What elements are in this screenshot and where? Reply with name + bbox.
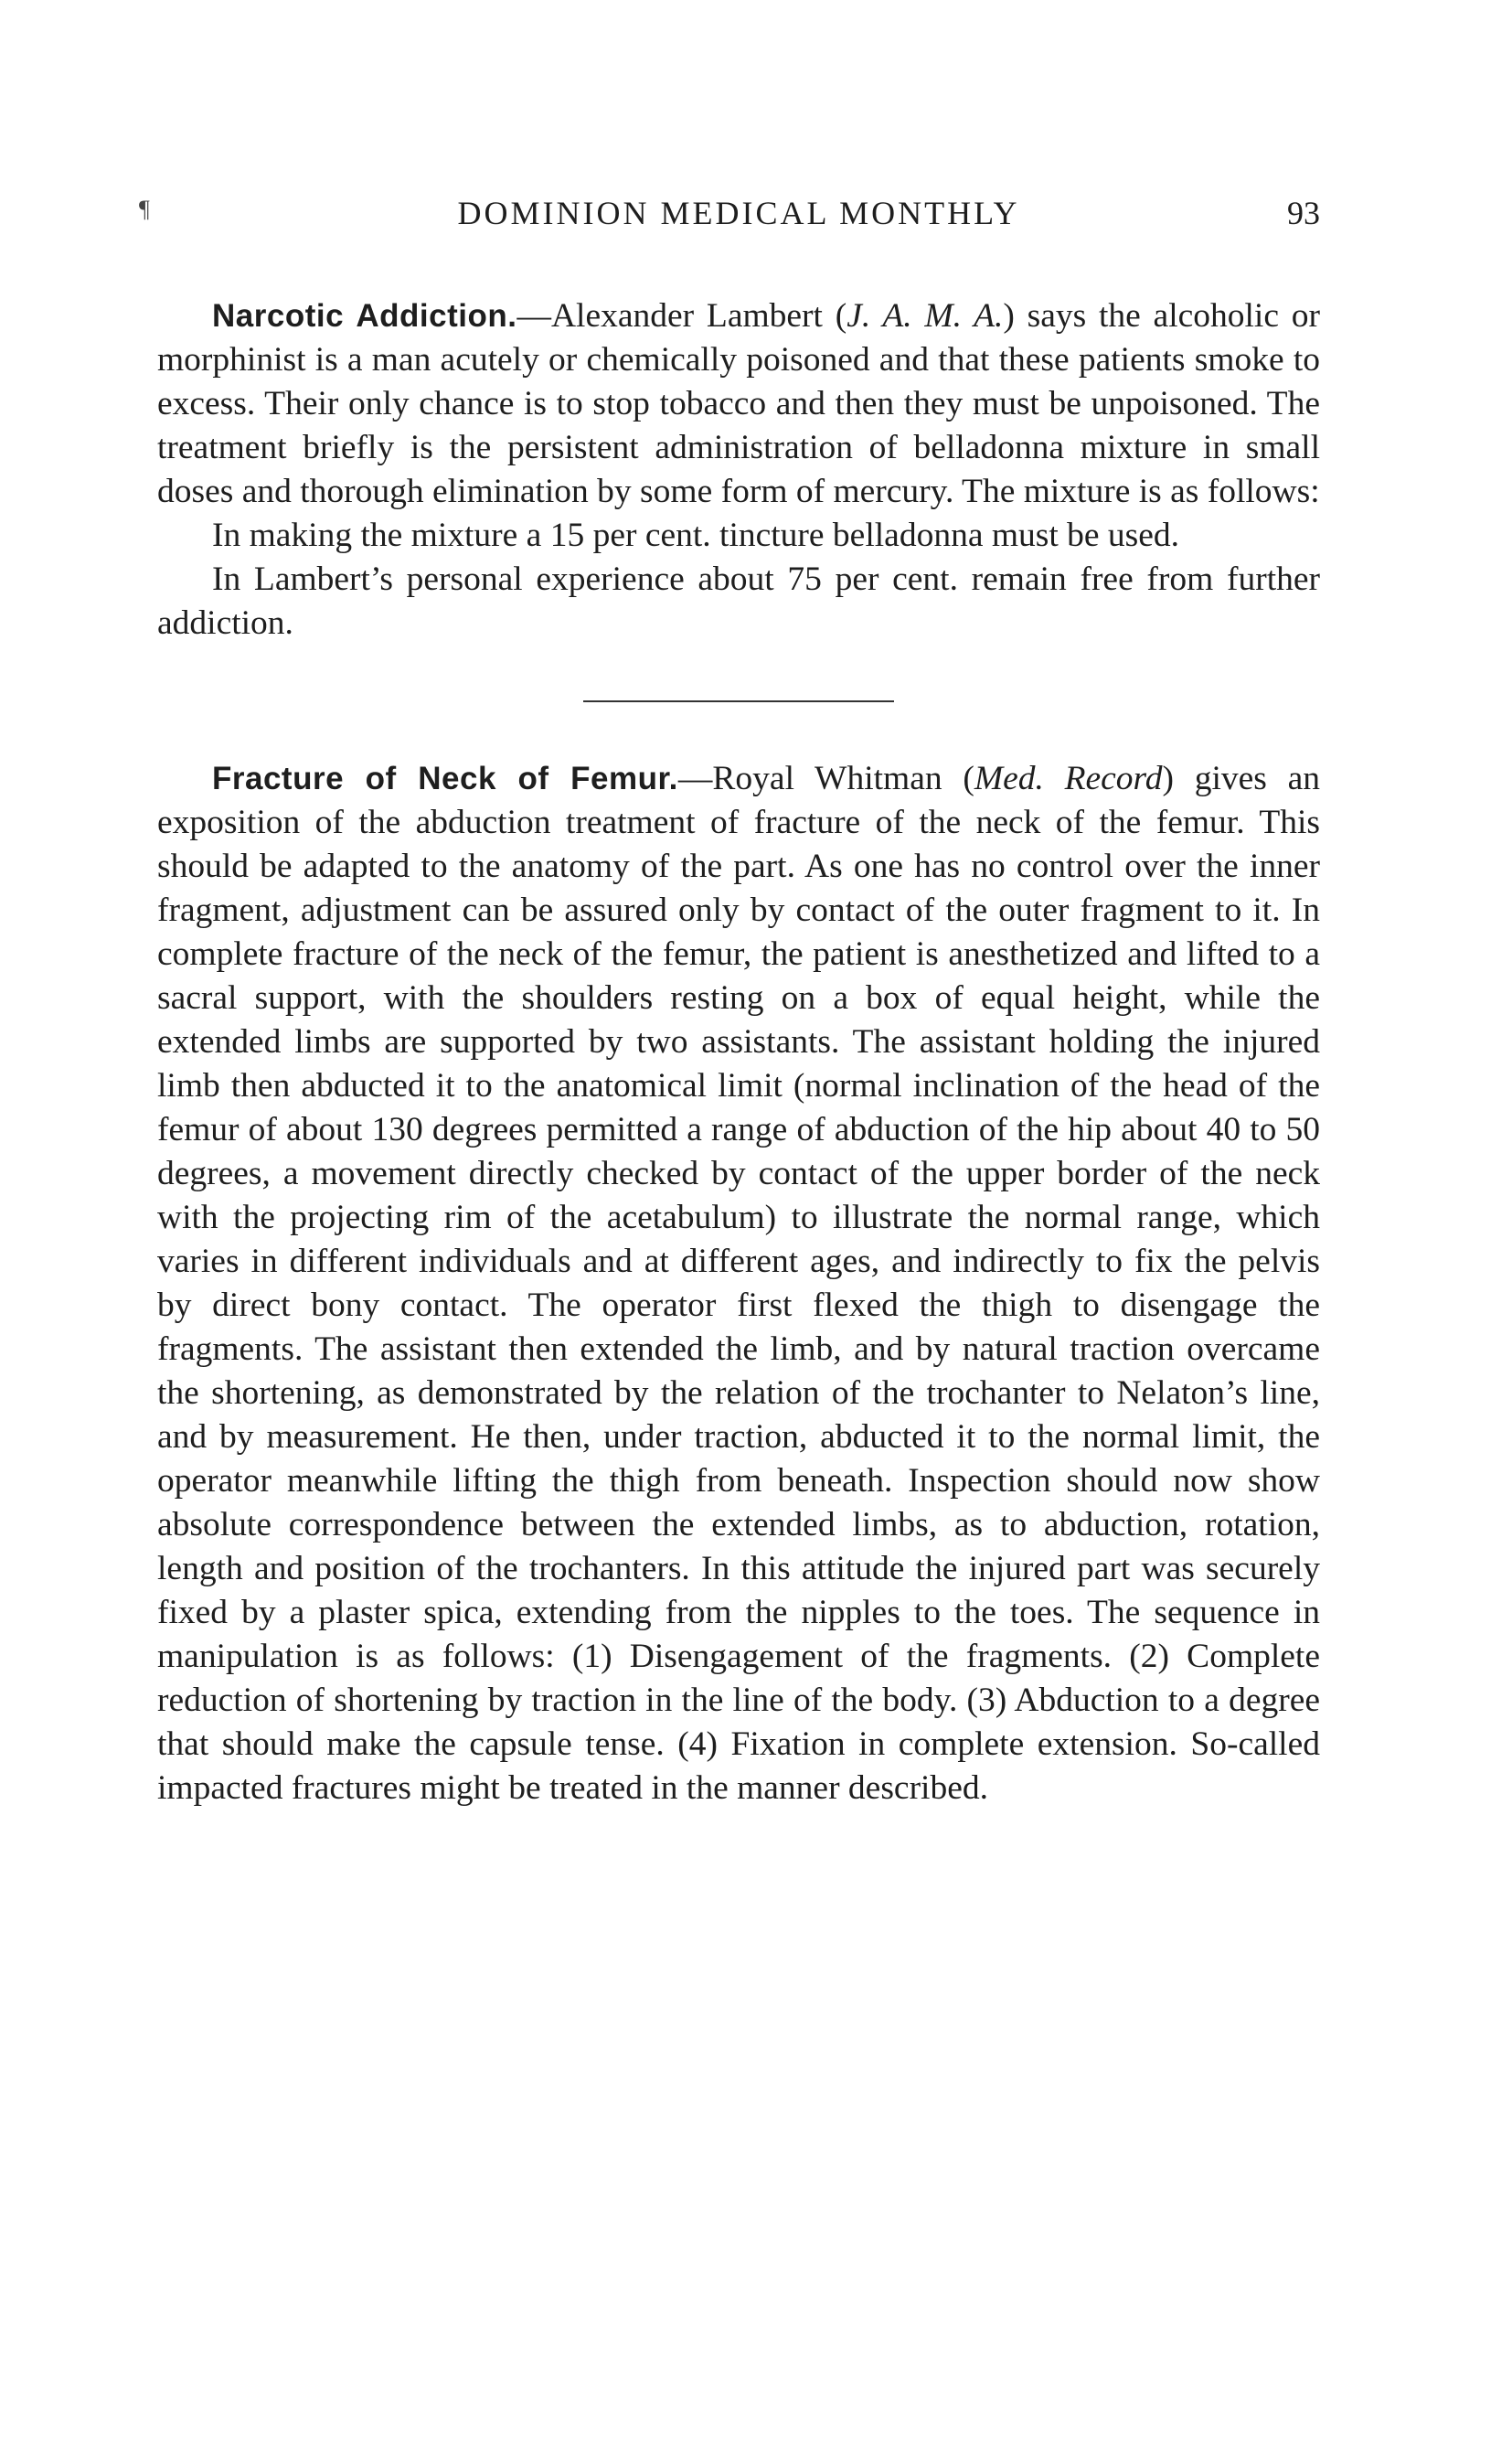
article-paragraph: In Lambert’s personal experience about 75 per cent. remain free from further addiction. bbox=[157, 561, 1320, 642]
article-lead-paragraph bbox=[157, 757, 1320, 1810]
article-heading: Narcotic Addiction. bbox=[212, 298, 517, 334]
article-lead-rest: ) says the alcoholic or morphinist is a man acutely or chemically poisoned and that these patients smoke to excess. Their only chance is to stop tobacco and then they must be unpoisoned. The treatment briefly is the persistent administration of belladonna mixture in small doses and thorough elimination by some form of mercury. The mixture is as follows: bbox=[157, 297, 1320, 510]
article-narcotic-addiction bbox=[157, 294, 1320, 646]
running-head bbox=[139, 183, 1320, 238]
article-lead-text: —Alexander Lambert ( bbox=[516, 297, 847, 335]
section-divider bbox=[583, 700, 894, 702]
article-source: Med. Record bbox=[974, 760, 1163, 797]
journal-title: DOMINION MEDICAL MONTHLY bbox=[457, 195, 1020, 231]
article-lead-text: —Royal Whitman ( bbox=[677, 760, 974, 797]
section-mark: ¶ bbox=[139, 196, 153, 222]
article-lead-rest: ) gives an exposition of the abduction treatment of fracture of the neck of the femur. This should be adapted to the anatomy of the part. As one has no control over the inner fragment, adjustment can be assured only by contact of the outer fragment to it. In complete fracture of the neck of the femur, the patient is anesthetized and lifted to a sacral support, with the shoulders resting on a box of equal height, while the extended limbs are supported by two assistants. The assistant holding the injured limb then abducted it to the anatomical limit (normal inclination of the head of the femur of about 130 degrees permitted a range of abduction of the hip about 40 to 50 degrees, a movement directly checked by contact of the upper border of the neck with the projecting rim of the acetabulum) to illustrate the normal range, which varies in different individuals and at different ages, and indirectly to fix the pelvis by direct bony contact. The operator first flexed the thigh to disengage the fragments. The assistant then extended the limb, and by natural traction overcame the shortening, as demonstrated by the relation of the trochanter to Nelaton’s line, and by measurement. He then, under traction, abducted it to the normal limit, the operator meanwhile lifting the thigh from beneath. Inspection should now show absolute correspondence between the extended limbs, as to abduction, rotation, length and position of the trochanters. In this attitude the injured part was securely fixed by a plaster spica, extending from the nipples to the toes. The sequence in manipulation is as follows: (1) Disengagement of the fragments. (2) Complete reduction of shortening by traction in the line of the body. (3) Abduction to a degree that should make the capsule tense. (4) Fixation in complete extension. So-called impacted fractures might be treated in the manner described. bbox=[157, 760, 1321, 1807]
page-number: 93 bbox=[1287, 195, 1320, 231]
article-lead-paragraph bbox=[157, 294, 1320, 514]
article-source: J. A. M. A. bbox=[847, 297, 1004, 335]
article-fracture-of-neck-of-femur bbox=[157, 757, 1320, 1810]
article-heading: Fracture of Neck of Femur. bbox=[212, 761, 678, 796]
page bbox=[139, 183, 1321, 1810]
article-paragraph: In making the mixture a 15 per cent. tincture belladonna must be used. bbox=[212, 517, 1180, 554]
